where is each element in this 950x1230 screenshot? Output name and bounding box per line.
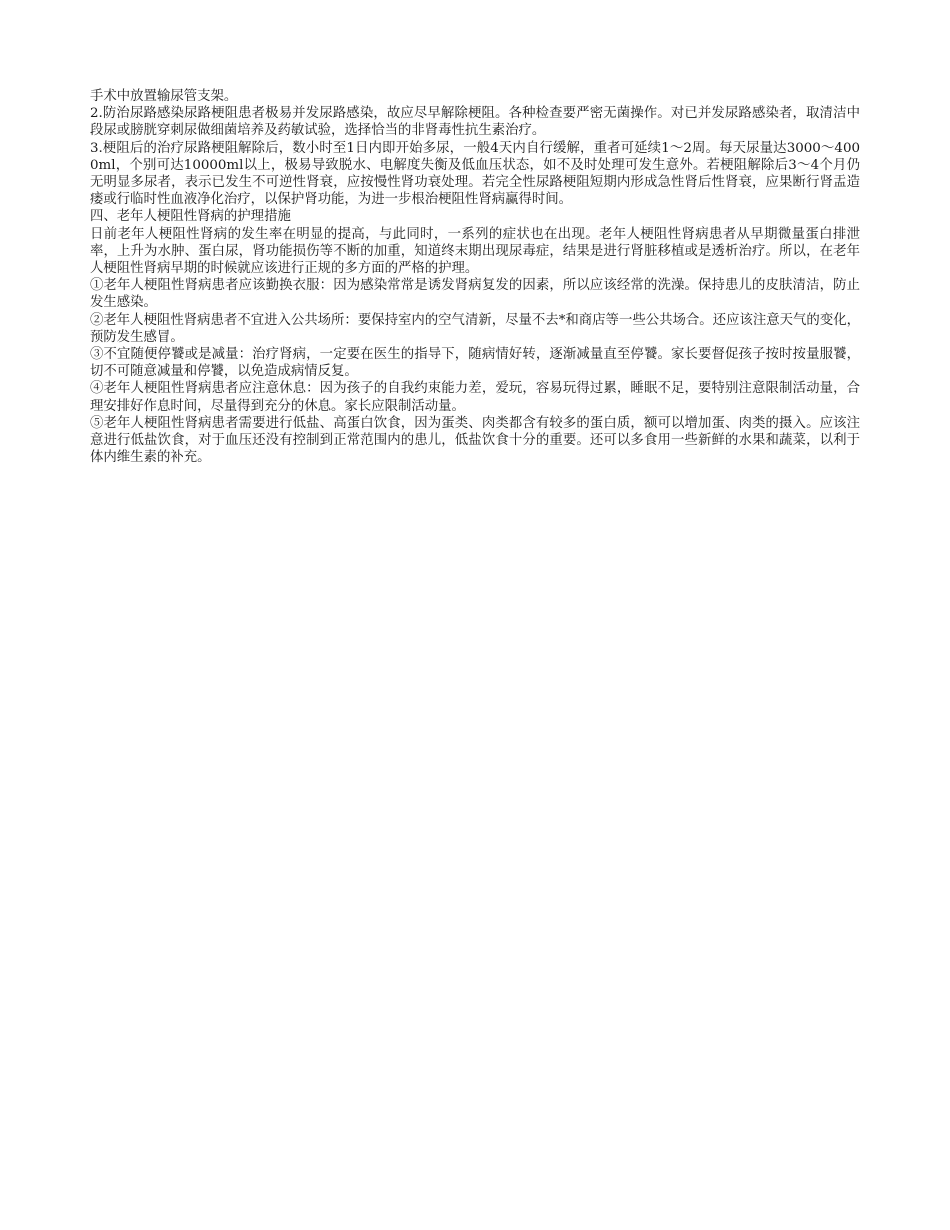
section-heading-nursing: 四、老年人梗阻性肾病的护理措施: [90, 209, 291, 225]
paragraph-infection-prevention: 2.防治尿路感染尿路梗阻患者极易并发尿路感染，故应尽早解除梗阻。各种检查要严密无菌操作。对已并发尿路感染者，取清洁中段尿或膀胱穿刺尿做细菌培养及药敏试验，选择恰当的非肾毒性抗生素治疗。: [90, 106, 860, 139]
list-item-public-places: ②老年人梗阻性肾病患者不宜进入公共场所：要保持室内的空气清新，尽量不去*和商店等一些公共场合。还应该注意天气的变化，预防发生感冒。: [90, 312, 860, 345]
list-item-clothing: ①老年人梗阻性肾病患者应该勤换衣服：因为感染常常是诱发肾病复发的因素，所以应该经常的洗澡。保持患儿的皮肤清洁，防止发生感染。: [90, 278, 860, 311]
document-body: [90, 88, 860, 466]
paragraph-stent: 手术中放置输尿管支架。: [90, 89, 238, 104]
paragraph-nursing-intro: 日前老年人梗阻性肾病的发生率在明显的提高，与此同时，一系列的症状也在出现。老年人梗阻性肾病患者从早期微量蛋白排泄率，上升为水肿、蛋白尿，肾功能损伤等不断的加重，知道终末期出现尿毒症，结果是进行肾脏移植或是透析治疗。所以，在老年人梗阻性肾病早期的时候就应该进行正规的多方面的严格的护理。: [90, 226, 860, 277]
list-item-medication: ③不宜随便停饕或是减量：治疗肾病，一定要在医生的指导下，随病情好转，逐渐减量直至停饕。家长要督促孩子按时按量服饕，切不可随意减量和停饕，以免造成病情反复。: [90, 347, 860, 380]
list-item-diet: ⑤老年人梗阻性肾病患者需要进行低盐、高蛋白饮食，因为蛋类、肉类都含有较多的蛋白质，额可以增加蛋、肉类的摄入。应该注意进行低盐饮食，对于血压还没有控制到正常范围内的患儿，低盐饮食十分的重要。还可以多食用一些新鲜的水果和蔬菜，以利于体内维生素的补充。: [90, 415, 860, 466]
list-item-rest: ④老年人梗阻性肾病患者应注意休息：因为孩子的自我约束能力差，爱玩，容易玩得过累，睡眠不足，要特别注意限制活动量，合理安排好作息时间，尽量得到充分的休息。家长应限制活动量。: [90, 381, 860, 414]
paragraph-post-obstruction-treatment: 3.梗阻后的治疗尿路梗阻解除后，数小时至1日内即开始多尿，一般4天内自行缓解，重者可延续1～2周。每天尿量达3000～4000ml，个别可达10000ml以上，极易导致脱水、电解度失衡及低血压状态，如不及时处理可发生意外。若梗阻解除后3～4个月仍无明显多尿者，表示已发生不可逆性肾衰，应按慢性肾功衰处理。若完全性尿路梗阻短期内形成急性肾后性肾衰，应果断行肾盂造瘘或行临时性血液净化治疗，以保护肾功能，为进一步根治梗阻性肾病赢得时间。: [90, 140, 860, 208]
